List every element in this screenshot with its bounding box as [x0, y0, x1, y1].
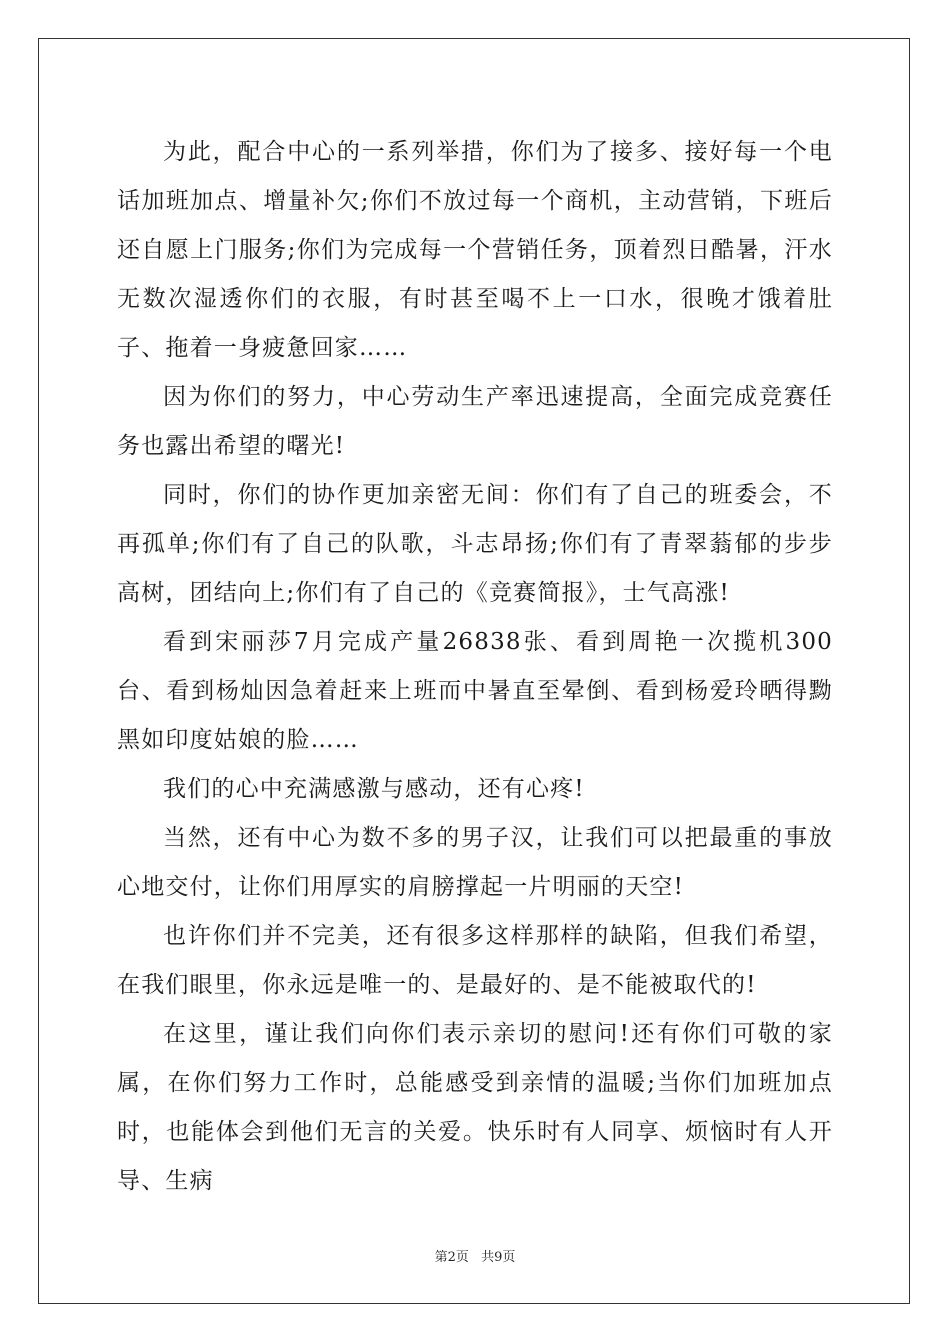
paragraph: 同时，你们的协作更加亲密无间：你们有了自己的班委会，不再孤单;你们有了自己的队歌，斗志昂扬;你们有了青翠蓊郁的步步高树，团结向上;你们有了自己的《竞赛简报》，士气高涨!: [117, 482, 833, 606]
paragraph: 因为你们的努力，中心劳动生产率迅速提高，全面完成竞赛任务也露出希望的曙光!: [117, 384, 833, 459]
page-footer: [0, 1246, 950, 1265]
paragraph: 在这里，谨让我们向你们表示亲切的慰问!还有你们可敬的家属，在你们努力工作时，总能感受到亲情的温暖;当你们加班加点时，也能体会到他们无言的关爱。快乐时有人同享、烦恼时有人开导、生病: [117, 1021, 833, 1194]
total-pages: 共9页: [481, 1250, 516, 1265]
paragraph: 看到宋丽莎7月完成产量26838张、看到周艳一次揽机300台、看到杨灿因急着赶来上班而中暑直至晕倒、看到杨爱玲晒得黝黑如印度姑娘的脸……: [117, 629, 833, 753]
paragraph: 我们的心中充满感激与感动，还有心疼!: [163, 776, 585, 802]
paragraph: 为此，配合中心的一系列举措，你们为了接多、接好每一个电话加班加点、增量补欠;你们不放过每一个商机，主动营销，下班后还自愿上门服务;你们为完成每一个营销任务，顶着烈日酷暑，汗水无数次湿透你们的衣服，有时甚至喝不上一口水，很晚才饿着肚子、拖着一身疲惫回家……: [117, 139, 833, 361]
page-number: 第2页: [434, 1250, 469, 1265]
paragraph: 也许你们并不完美，还有很多这样那样的缺陷，但我们希望，在我们眼里，你永远是唯一的、是最好的、是不能被取代的!: [117, 923, 833, 998]
paragraph: 当然，还有中心为数不多的男子汉，让我们可以把最重的事放心地交付，让你们用厚实的肩膀撑起一片明丽的天空!: [117, 825, 833, 900]
document-body: [117, 128, 833, 1206]
